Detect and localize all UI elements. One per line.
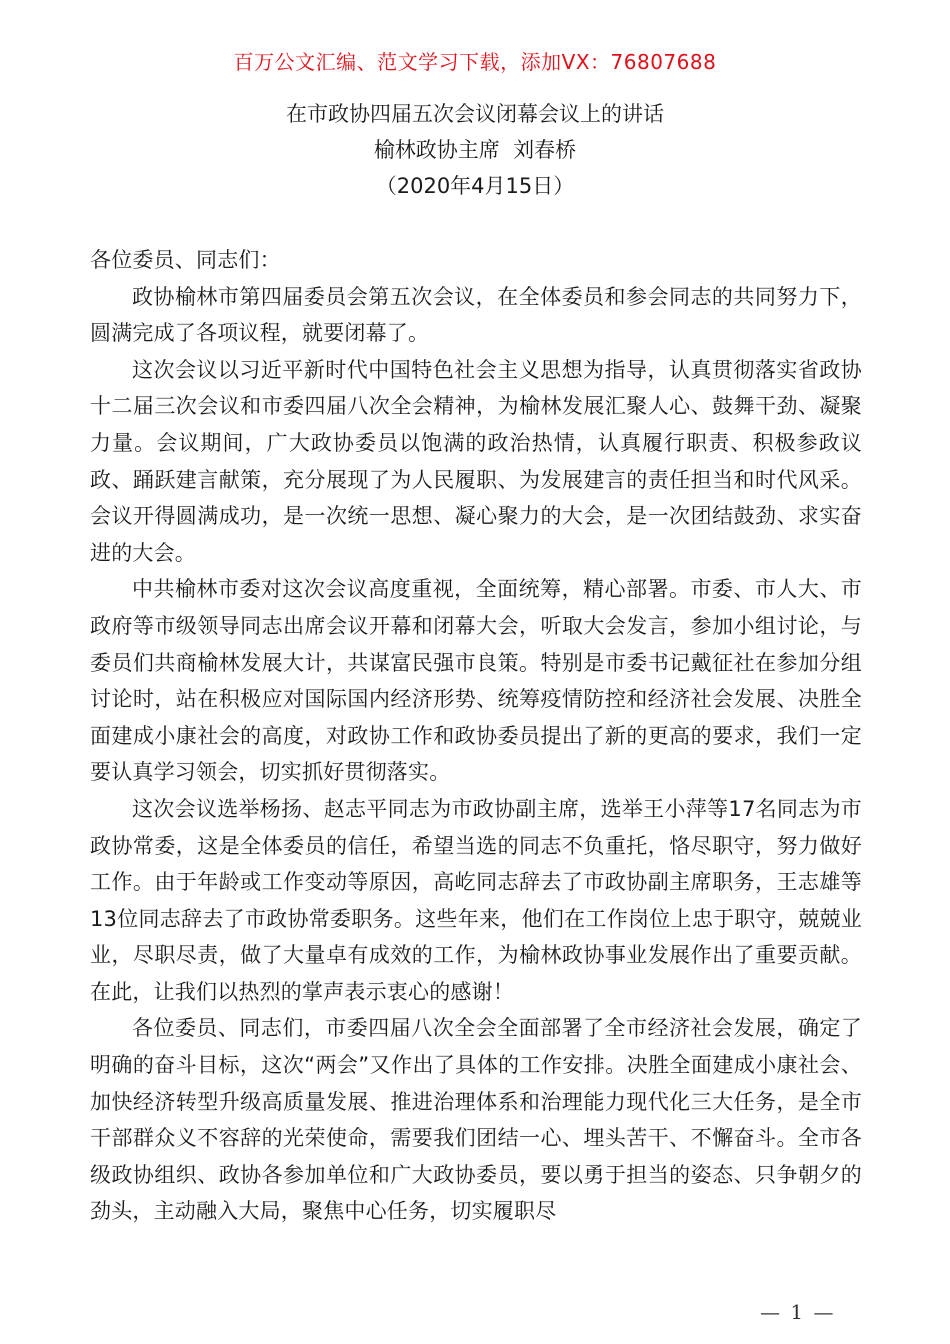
paragraph-1: 政协榆林市第四届委员会第五次会议，在全体委员和参会同志的共同努力下，圆满完成了各项议程，就要闭幕了。 (90, 284, 862, 346)
watermark-banner: 百万公文汇编、范文学习下载，添加VX：76807688 (233, 50, 717, 74)
salutation: 各位委员、同志们： (90, 248, 281, 272)
document-title: 在市政协四届五次会议闭幕会议上的讲话 (286, 102, 664, 126)
document-body (90, 242, 862, 1230)
paragraph-4: 这次会议选举杨扬、赵志平同志为市政协副主席，选举王小萍等17名同志为市政协常委，这是全体委员的信任，希望当选的同志不负重托，恪尽职守，努力做好工作。由于年龄或工作变动等原因，高屹同志辞去了市政协副主席职务，王志雄等13位同志辞去了市政协常委职务。这些年来，他们在工作岗位上忠于职守，兢兢业业，尽职尽责，做了大量卓有成效的工作，为榆林政协事业发展作出了重要贡献。在此，让我们以热烈的掌声表示衷心的感谢！ (90, 796, 862, 1004)
paragraph-3: 中共榆林市委对这次会议高度重视，全面统筹，精心部署。市委、市人大、市政府等市级领导同志出席会议开幕和闭幕大会，听取大会发言，参加小组讨论，与委员们共商榆林发展大计，共谋富民强市良策。特别是市委书记戴征社在参加分组讨论时，站在积极应对国际国内经济形势、统筹疫情防控和经济社会发展、决胜全面建成小康社会的高度，对政协工作和政协委员提出了新的更高的要求，我们一定要认真学习领会，切实抓好贯彻落实。 (90, 577, 862, 785)
document-author: 榆林政协主席 刘春桥 (373, 138, 577, 162)
paragraph-5: 各位委员、同志们，市委四届八次全会全面部署了全市经济社会发展，确定了明确的奋斗目标，这次“两会”又作出了具体的工作安排。决胜全面建成小康社会、加快经济转型升级高质量发展、推进治理体系和治理能力现代化三大任务，是全市干部群众义不容辞的光荣使命，需要我们团结一心、埋头苦干、不懈奋斗。全市各级政协组织、政协各参加单位和广大政协委员，要以勇于担当的姿态、只争朝夕的劲头，主动融入大局，聚焦中心任务，切实履职尽 (90, 1016, 862, 1224)
paragraph-2: 这次会议以习近平新时代中国特色社会主义思想为指导，认真贯彻落实省政协十二届三次会议和市委四届八次全会精神，为榆林发展汇聚人心、鼓舞干劲、凝聚力量。会议期间，广大政协委员以饱满的政治热情，认真履行职责、积极参政议政、踊跃建言献策，充分展现了为人民履职、为发展建言的责任担当和时代风采。会议开得圆满成功，是一次统一思想、凝心聚力的大会，是一次团结鼓劲、求实奋进的大会。 (90, 357, 862, 565)
page-number: — 1 — (760, 1300, 836, 1324)
document-header (0, 96, 950, 204)
document-date: （2020年4月15日） (375, 174, 575, 198)
